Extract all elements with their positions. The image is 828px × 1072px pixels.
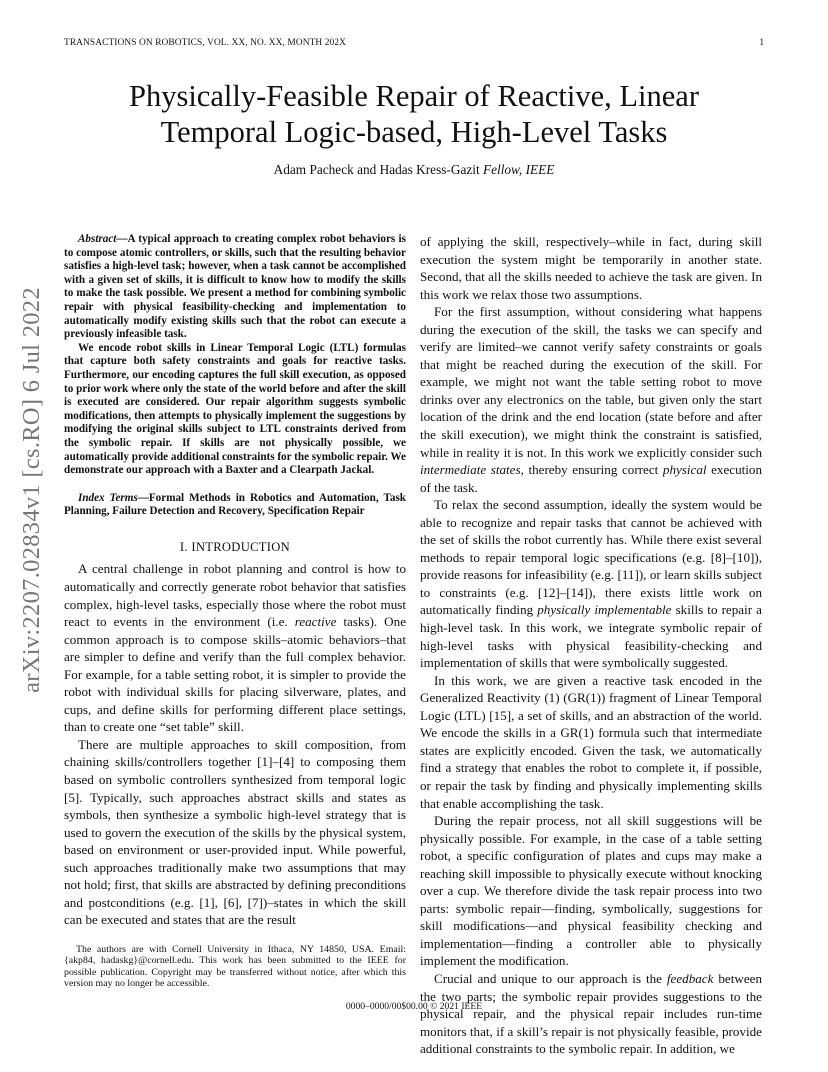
section-heading	[64, 539, 406, 557]
abstract-text-1: A typical approach to creating complex robot behaviors is to compose atomic controllers, or skills, such that the resulting behavior satisfies a high-level task; however, when a task cannot be accomplished with a given set of skills, it is difficult to know how to modify the skills to make the task possible. We present a method for combining symbolic repair with physical feasibility-checking and implementation to automatically modify existing skills such that the robot can execute a previously infeasible task.	[64, 233, 406, 341]
intro-paragraph-2: There are multiple approaches to skill composition, from chaining skills/controllers together [1]–[4] to composing them based on symbolic controllers synthesized from temporal logic [5]. Typically, such approaches abstract skills and states as symbols, then synthesize a symbolic high-level strategy that is used to govern the execution of the skills by the physical system, based on environment or user-provided input. While powerful, such approaches traditionally make two assumptions that may not hold; first, that skills are abstracted by defining preconditions and postconditions (e.g. [1], [6], [7])–states in which the skill can be executed and states that are the result	[64, 736, 406, 928]
rp2-text-b: skills to repair a high-level task. In this work, we integrate symbolic repair of high-level tasks with physical feasibility-checking and implementation of skills that were symbolically suggested.	[420, 602, 762, 671]
index-terms-text: Formal Methods in Robotics and Automation, Task Planning, Failure Detection and Recovery, Specification Repair	[64, 491, 407, 518]
rp5-text-a: Crucial and unique to our approach is the	[434, 970, 667, 986]
author-footnote: The authors are with Cornell University in Ithaca, NY 14850, USA. Email: {akp84, hadaskg}@cornell.edu. This work has been submitted to the IEEE for possible publication. Copyright may be transferred without notice, after which this version may no longer be accessible.	[64, 944, 406, 990]
arxiv-id: arXiv:2207.02834v1 [cs.RO] 6 Jul 2022	[18, 287, 45, 693]
copyright-footer: 0000–0000/00$00.00 © 2021 IEEE	[345, 1001, 483, 1012]
title-line-1: Physically-Feasible Repair of Reactive, Linear	[129, 79, 699, 113]
author-line	[60, 162, 768, 178]
right-paragraph-feedback	[420, 970, 762, 1058]
page-number: 1	[759, 38, 764, 48]
rp1-text-c: execution of the task.	[420, 462, 763, 495]
section-title-rest: NTRODUCTION	[195, 539, 291, 554]
left-column	[64, 233, 406, 929]
right-column	[420, 233, 762, 1058]
right-paragraph-continued: of applying the skill, respectively–while in fact, during skill execution the system might be temporarily in another state. Second, that all the skills needed to achieve the task are given. In this work we relax those two assumptions.	[420, 234, 762, 302]
paper-title	[60, 78, 768, 150]
running-header: TRANSACTIONS ON ROBOTICS, VOL. XX, NO. XX, MONTH 202X	[64, 38, 346, 48]
right-paragraph-second-assumption	[420, 496, 762, 671]
intro-p1-text-b: tasks). One common approach is to compose skills–atomic behaviors–that are simpler to define and verify than the full complex behavior. For example, for a table setting robot, it is simpler to provide the robot with individual skills for placing silverware, plates, and cups, and define skills for performing different place settings, than to create one “set table” skill.	[64, 614, 407, 735]
intro-p1-emphasis: reactive	[294, 614, 337, 630]
rp5-text-b: between the two parts; the symbolic repair provides suggestions to the physical repair, and the physical repair includes run-time monitors that, if a skill’s repair is not physically feasible, provide additional constraints to the symbolic repair. In addition, we	[420, 970, 762, 1057]
section-numeral: I.	[179, 539, 188, 554]
intro-p1-text-a: A central challenge in robot planning and control is how to automatically and correctly generate robot behavior that satisfies complex, high-level tasks, especially those where the robot must react to events in the environment (i.e.	[64, 561, 406, 630]
abstract-paragraph-1	[64, 233, 406, 342]
right-paragraph-first-assumption	[420, 303, 762, 496]
right-paragraph-this-work: In this work, we are given a reactive task encoded in the Generalized Reactivity (1) (GR(1)) fragment of Linear Temporal Logic (LTL) [15], a set of skills, and an abstraction of the world. We encode the skills in a GR(1) formula such that intermediate states are explicitly encoded. Given the task, we automatically find a strategy that enables the robot to complete it, if possible, or repair the task by finding and physically implementing skills that enable accomplishing the task.	[420, 672, 762, 811]
rp1-emphasis-2: physical	[662, 462, 707, 478]
rp2-text-a: To relax the second assumption, ideally the system would be able to recognize and repair tasks that cannot be achieved with the set of skills the robot currently has. While there exist several methods to repair temporal logic specifications (e.g. [8]–[10]), provide reasons for infeasibility (e.g. [11]), or learn skills subject to constraints (e.g. [12]–[14]), there exists little work on automatically finding	[420, 497, 762, 618]
index-terms-label: Index Terms	[78, 491, 138, 504]
index-terms-dash: —	[137, 491, 149, 504]
intro-paragraph-1	[64, 560, 406, 735]
rp1-emphasis-1: intermediate states	[420, 462, 521, 478]
author-affiliation: Fellow, IEEE	[482, 162, 555, 177]
abstract-label: Abstract	[78, 233, 117, 245]
rp2-emphasis: physically implementable	[537, 602, 672, 618]
rp1-text-a: For the first assumption, without considering what happens during the execution of the skill, the tasks we can specify and verify are limited–we cannot verify safety constraints or goals that might be reached during the execution of the skill. For example, we might not want the table setting robot to move drinks over any electronics on the table, but given only the start location of the drink and the end location (state before and after the skill execution), we might think the constraint is satisfied, while in reality it is not. In this work we explicitly consider such	[420, 304, 762, 460]
index-terms	[64, 492, 406, 519]
arxiv-sidebar	[18, 287, 45, 693]
abstract-paragraph-2: We encode robot skills in Linear Temporal Logic (LTL) formulas that capture both safety constraints and goals for reactive tasks. Furthermore, our encoding captures the full skill execution, as opposed to prior work where only the state of the world before and after the skill is executed are considered. Our repair algorithm suggests symbolic modifications, then attempts to physically implement the suggestions by modifying the original skills subject to LTL constraints derived from the symbolic repair. If skills are not physically possible, we automatically provide additional constraints for the symbolic repair. We demonstrate our approach with a Baxter and a Clearpath Jackal.	[64, 341, 406, 477]
rp5-emphasis: feedback	[666, 970, 714, 986]
author-names: Adam Pacheck and Hadas Kress-Gazit	[273, 162, 480, 177]
section-title-initial: I	[191, 539, 196, 554]
right-paragraph-repair-process: During the repair process, not all skill suggestions will be physically possible. For example, in the case of a table setting robot, a specific configuration of plates and cups may make a reaching skill impossible to physically execute without knocking over a cup. We therefore divide the task repair process into two parts: symbolic repair—finding, symbolically, suggestions for skill modifications—and physical feasibility checking and implementation—finding a controller able to physically implement the modification.	[420, 813, 762, 969]
title-line-2: Temporal Logic-based, High-Level Tasks	[160, 115, 668, 149]
abstract-dash: —	[116, 233, 128, 245]
rp1-text-b: , thereby ensuring correct	[520, 462, 663, 478]
